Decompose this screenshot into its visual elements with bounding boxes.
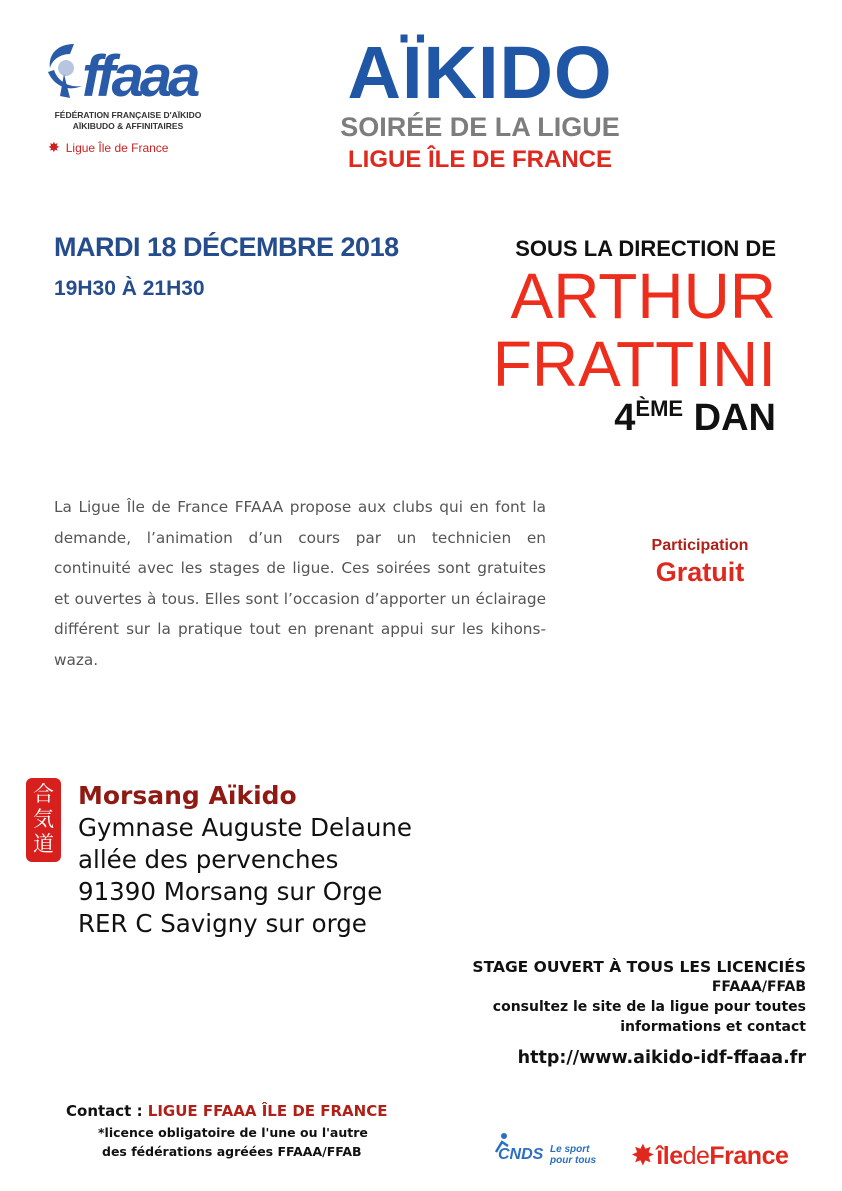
licence-note-line2: des fédérations agréées FFAAA/FFAB <box>102 1144 362 1159</box>
ffaaa-logo <box>40 38 210 158</box>
stage-title: STAGE OUVERT À TOUS LES LICENCIÉS <box>472 958 806 976</box>
participation-label: Participation <box>651 537 749 554</box>
contact-line <box>66 1102 387 1120</box>
venue-line-4: RER C Savigny sur orge <box>78 909 367 938</box>
website-link[interactable]: http://www.aikido-idf-ffaaa.fr <box>517 1048 806 1068</box>
ligue-text: Ligue Île de France <box>65 141 169 155</box>
rank-unit: DAN <box>693 397 776 439</box>
rank-suffix: ÈME <box>635 396 684 421</box>
federation-line1: FÉDÉRATION FRANÇAISE D'AÏKIDO <box>54 110 202 120</box>
red-star-icon: ✸ <box>48 139 60 155</box>
teacher-last-name: FRATTINI <box>492 328 776 400</box>
event-date: MARDI 18 DÉCEMBRE 2018 <box>54 232 399 262</box>
cnds-name: CNDS <box>498 1146 544 1163</box>
rank-number: 4 <box>614 397 636 439</box>
ile-de-france-logo <box>632 1140 788 1171</box>
licence-note-line1: *licence obligatoire de l'une ou l'autre <box>98 1125 368 1140</box>
cnds-logo <box>492 1132 602 1182</box>
federation-name <box>48 110 208 132</box>
event-description: La Ligue Île de France FFAAA propose aux clubs qui en font la demande, l’animation d’un cours par un technicien en continuité avec les stages de ligue. Ces soirées sont gratuites et ouvertes à tous. Elles sont l’occasion d’apporter un éclairage différent sur la pratique tout en prenant appui sur les kihons-waza. <box>54 498 546 669</box>
venue-line-1: Gymnase Auguste Delaune <box>78 813 413 842</box>
contact-label: Contact : <box>66 1102 148 1120</box>
venue-address <box>78 780 412 940</box>
red-star-icon: ✸ <box>632 1140 654 1170</box>
direction-label: SOUS LA DIRECTION DE <box>515 236 776 261</box>
teacher-first-name: ARTHUR <box>510 260 776 332</box>
page-subtitle: SOIRÉE DE LA LIGUE <box>340 112 620 142</box>
idf-part1: île <box>656 1142 683 1170</box>
idf-part3: France <box>709 1142 789 1170</box>
teacher-rank <box>614 398 776 437</box>
stage-federations: FFAAA/FFAB <box>711 979 806 995</box>
venue-line-2: allée des pervenches <box>78 845 339 874</box>
ffaaa-wordmark: ffaaa <box>82 44 197 109</box>
ligue-label <box>48 139 168 156</box>
contact-org: LIGUE FFAAA ÎLE DE FRANCE <box>147 1102 388 1120</box>
page-title: AÏKIDO <box>347 31 613 114</box>
stage-consult-line1: consultez le site de la ligue pour toutes <box>492 999 806 1015</box>
federation-line2: AÏKIBUDO & AFFINITAIRES <box>72 121 184 131</box>
participation-value: Gratuit <box>655 557 745 587</box>
venue-line-3: 91390 Morsang sur Orge <box>78 877 383 906</box>
cnds-tagline: Le sport pour tous <box>550 1144 597 1166</box>
participation-box <box>620 537 780 588</box>
idf-part2: de <box>682 1142 710 1170</box>
stage-consult-line2: informations et contact <box>620 1019 806 1035</box>
aikido-kanji-badge: 合気道 <box>26 778 61 862</box>
venue-club: Morsang Aïkido <box>78 781 297 810</box>
ligue-subtitle: LIGUE ÎLE DE FRANCE <box>347 146 612 173</box>
event-time: 19H30 À 21H30 <box>54 277 205 300</box>
